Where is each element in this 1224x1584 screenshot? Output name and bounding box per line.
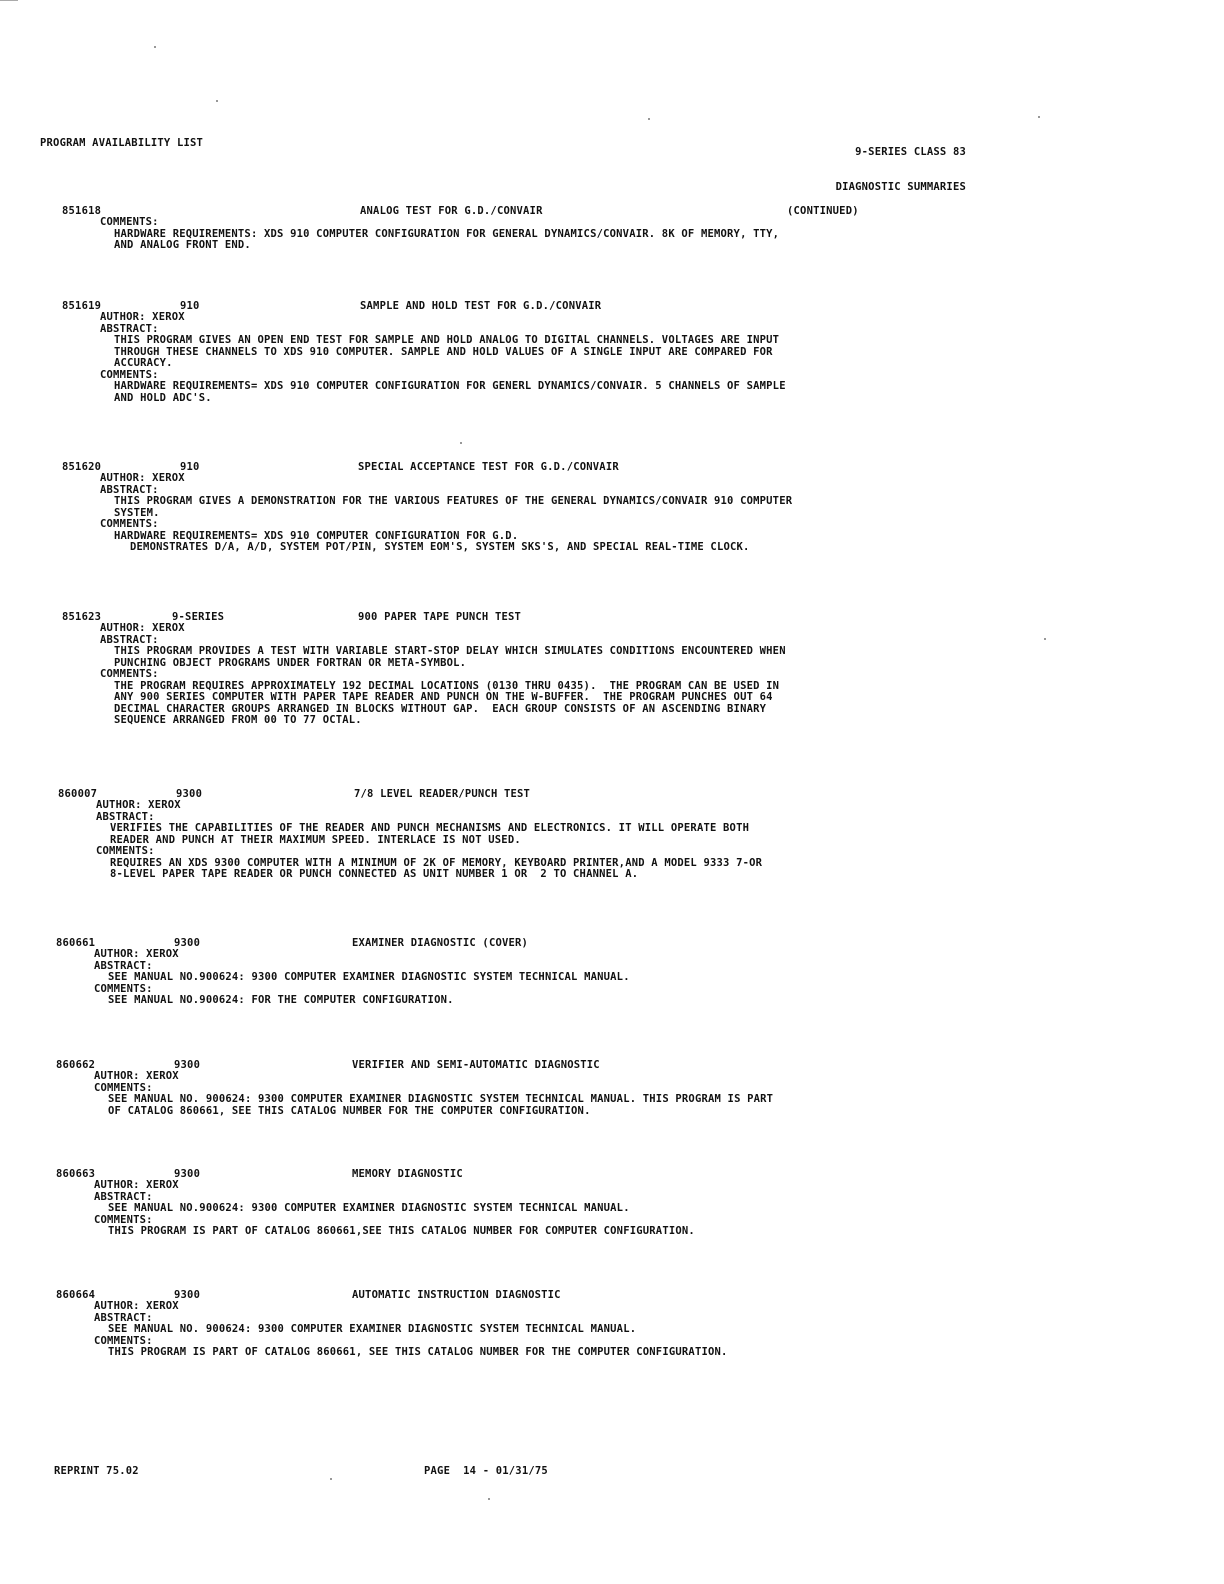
scan-speck xyxy=(488,1498,490,1500)
abstract-label: ABSTRACT: xyxy=(96,810,155,823)
comments-label: COMMENTS: xyxy=(94,1213,153,1226)
catalog-number: 860664 xyxy=(56,1289,96,1301)
comments-text: SEE MANUAL NO. 900624: 9300 COMPUTER EXAMINER DIAGNOSTIC SYSTEM TECHNICAL MANUAL. THIS PROGRAM IS PART OF CATALOG 860661, SEE THIS CATALOG NUMBER FOR THE COMPUTER CONFIGURATION. xyxy=(108,1093,774,1117)
program-title: ANALOG TEST FOR G.D./CONVAIR xyxy=(360,205,543,217)
abstract-label: ABSTRACT: xyxy=(100,483,159,496)
scan-speck xyxy=(154,46,156,48)
program-entry xyxy=(62,300,1162,404)
system-code: 9300 xyxy=(174,1059,201,1071)
footer-reprint: REPRINT 75.02 xyxy=(54,1465,139,1477)
header-class-line: 9-SERIES CLASS 83 xyxy=(855,146,966,158)
footer-page-number: PAGE 14 - 01/31/75 xyxy=(424,1465,548,1477)
system-code: 9300 xyxy=(174,1289,201,1301)
comments-text: SEE MANUAL NO.900624: FOR THE COMPUTER CONFIGURATION. xyxy=(108,994,454,1006)
program-entry xyxy=(56,937,1156,1007)
abstract-label: ABSTRACT: xyxy=(94,1311,153,1324)
scan-speck xyxy=(330,1478,332,1480)
scan-speck xyxy=(648,118,650,120)
system-code: 910 xyxy=(180,300,200,312)
system-code: 9300 xyxy=(174,1168,201,1180)
author-line: AUTHOR: XEROX xyxy=(100,622,185,634)
abstract-text: THIS PROGRAM GIVES AN OPEN END TEST FOR SAMPLE AND HOLD ANALOG TO DIGITAL CHANNELS. VOLTAGES ARE INPUT THROUGH THESE CHANNELS TO XDS 910 COMPUTER. SAMPLE AND HOLD VALUES OF A SINGLE INPUT ARE COMPARED FOR ACCURACY. xyxy=(114,334,780,369)
program-entry xyxy=(62,611,1162,727)
scan-speck xyxy=(216,100,218,102)
abstract-text: SEE MANUAL NO.900624: 9300 COMPUTER EXAMINER DIAGNOSTIC SYSTEM TECHNICAL MANUAL. xyxy=(108,971,630,983)
comments-text: THIS PROGRAM IS PART OF CATALOG 860661,SEE THIS CATALOG NUMBER FOR COMPUTER CONFIGURATION. xyxy=(108,1225,695,1237)
abstract-text: THIS PROGRAM GIVES A DEMONSTRATION FOR THE VARIOUS FEATURES OF THE GENERAL DYNAMICS/CONVAIR 910 COMPUTER SYSTEM. xyxy=(114,495,793,519)
system-code: 9300 xyxy=(174,937,201,949)
system-code: 9300 xyxy=(176,788,203,800)
program-title: VERIFIER AND SEMI-AUTOMATIC DIAGNOSTIC xyxy=(352,1059,600,1071)
catalog-number: 860663 xyxy=(56,1168,96,1180)
header-class xyxy=(836,124,966,205)
scan-speck xyxy=(1038,116,1040,118)
scan-speck xyxy=(1044,638,1046,640)
catalog-number: 860661 xyxy=(56,937,96,949)
comments-label: COMMENTS: xyxy=(94,1081,153,1094)
abstract-label: ABSTRACT: xyxy=(100,322,159,335)
comments-label: COMMENTS: xyxy=(100,216,159,228)
author-line: AUTHOR: XEROX xyxy=(94,1179,179,1191)
catalog-number: 851619 xyxy=(62,300,102,312)
comments-label: COMMENTS: xyxy=(100,368,159,381)
continued-label: (CONTINUED) xyxy=(787,205,859,217)
author-line: AUTHOR: XEROX xyxy=(100,472,185,484)
abstract-text: THIS PROGRAM PROVIDES A TEST WITH VARIABLE START-STOP DELAY WHICH SIMULATES CONDITIONS ENCOUNTERED WHEN PUNCHING OBJECT PROGRAMS UNDER FORTRAN OR META-SYMBOL. xyxy=(114,645,786,669)
program-entry xyxy=(56,1289,1156,1359)
program-entry xyxy=(62,461,1162,554)
catalog-number: 851618 xyxy=(62,205,102,217)
comments-label: COMMENTS: xyxy=(94,982,153,995)
comments-label: COMMENTS: xyxy=(96,845,155,857)
comments-label: COMMENTS: xyxy=(94,1334,153,1347)
program-title: AUTOMATIC INSTRUCTION DIAGNOSTIC xyxy=(352,1289,561,1301)
catalog-number: 851620 xyxy=(62,461,102,473)
abstract-text: SEE MANUAL NO.900624: 9300 COMPUTER EXAMINER DIAGNOSTIC SYSTEM TECHNICAL MANUAL. xyxy=(108,1202,630,1214)
program-title: 900 PAPER TAPE PUNCH TEST xyxy=(358,611,522,623)
program-title: SAMPLE AND HOLD TEST FOR G.D./CONVAIR xyxy=(360,300,602,312)
program-title: 7/8 LEVEL READER/PUNCH TEST xyxy=(354,788,531,800)
abstract-label: ABSTRACT: xyxy=(100,633,159,646)
comments-text: THIS PROGRAM IS PART OF CATALOG 860661, SEE THIS CATALOG NUMBER FOR THE COMPUTER CONFIGURATION. xyxy=(108,1346,728,1358)
comments-label: COMMENTS: xyxy=(100,518,159,530)
catalog-number: 860007 xyxy=(58,788,98,800)
program-title: EXAMINER DIAGNOSTIC (COVER) xyxy=(352,937,529,949)
program-entry xyxy=(56,1059,1156,1117)
comments-text: HARDWARE REQUIREMENTS= XDS 910 COMPUTER CONFIGURATION FOR GENERL DYNAMICS/CONVAIR. 5 CHANNELS OF SAMPLE AND HOLD ADC'S. xyxy=(114,380,786,404)
program-title: SPECIAL ACCEPTANCE TEST FOR G.D./CONVAIR xyxy=(358,461,619,473)
abstract-text: SEE MANUAL NO. 900624: 9300 COMPUTER EXAMINER DIAGNOSTIC SYSTEM TECHNICAL MANUAL. xyxy=(108,1323,637,1335)
program-entry xyxy=(58,788,1158,881)
abstract-label: ABSTRACT: xyxy=(94,1190,153,1203)
scan-speck xyxy=(460,442,462,444)
header-section-line: DIAGNOSTIC SUMMARIES xyxy=(835,180,966,193)
catalog-number: 860662 xyxy=(56,1059,96,1071)
program-entry xyxy=(56,1168,1156,1238)
program-entry xyxy=(62,205,1162,252)
abstract-text: VERIFIES THE CAPABILITIES OF THE READER AND PUNCH MECHANISMS AND ELECTRONICS. IT WILL OPERATE BOTH READER AND PUNCH AT THEIR MAXIMUM SPEED. INTERLACE IS NOT USED. xyxy=(110,822,750,846)
system-code: 9-SERIES xyxy=(172,611,225,623)
author-line: AUTHOR: XEROX xyxy=(96,799,181,811)
comments-text: THE PROGRAM REQUIRES APPROXIMATELY 192 DECIMAL LOCATIONS (0130 THRU 0435). THE PROGRAM CAN BE USED IN ANY 900 SERIES COMPUTER WITH PAPER TAPE READER AND PUNCH ON THE W-BUFFER. THE PROGRAM PUNCHES OUT 64 DECIMAL CHARACTER GROUPS ARRANGED IN BLOCKS WITHOUT GAP. EACH GROUP CONSISTS OF AN ASCENDING BINARY SEQUENCE ARRANGED FROM 00 TO 77 OCTAL. xyxy=(114,679,780,726)
corner-rule xyxy=(0,0,18,1)
catalog-number: 851623 xyxy=(62,611,102,623)
abstract-label: ABSTRACT: xyxy=(94,959,153,972)
author-line: AUTHOR: XEROX xyxy=(100,311,185,323)
comments-text: REQUIRES AN XDS 9300 COMPUTER WITH A MINIMUM OF 2K OF MEMORY, KEYBOARD PRINTER,AND A MODEL 9333 7-OR 8-LEVEL PAPER TAPE READER OR PUNCH CONNECTED AS UNIT NUMBER 1 OR 2 TO CHANNEL A. xyxy=(110,856,763,880)
comments-continuation: DEMONSTRATES D/A, A/D, SYSTEM POT/PIN, SYSTEM EOM'S, SYSTEM SKS'S, AND SPECIAL REAL-TIME CLOCK. xyxy=(130,541,750,553)
author-line: AUTHOR: XEROX xyxy=(94,948,179,960)
program-title: MEMORY DIAGNOSTIC xyxy=(352,1168,463,1180)
author-line: AUTHOR: XEROX xyxy=(94,1070,179,1082)
comments-text: HARDWARE REQUIREMENTS: XDS 910 COMPUTER CONFIGURATION FOR GENERAL DYNAMICS/CONVAIR. 8K OF MEMORY, TTY, AND ANALOG FRONT END. xyxy=(114,227,780,251)
comments-text: HARDWARE REQUIREMENTS= XDS 910 COMPUTER CONFIGURATION FOR G.D. xyxy=(114,529,519,542)
header-title: PROGRAM AVAILABILITY LIST xyxy=(40,137,204,149)
author-line: AUTHOR: XEROX xyxy=(94,1300,179,1312)
system-code: 910 xyxy=(180,461,200,473)
comments-label: COMMENTS: xyxy=(100,668,159,680)
